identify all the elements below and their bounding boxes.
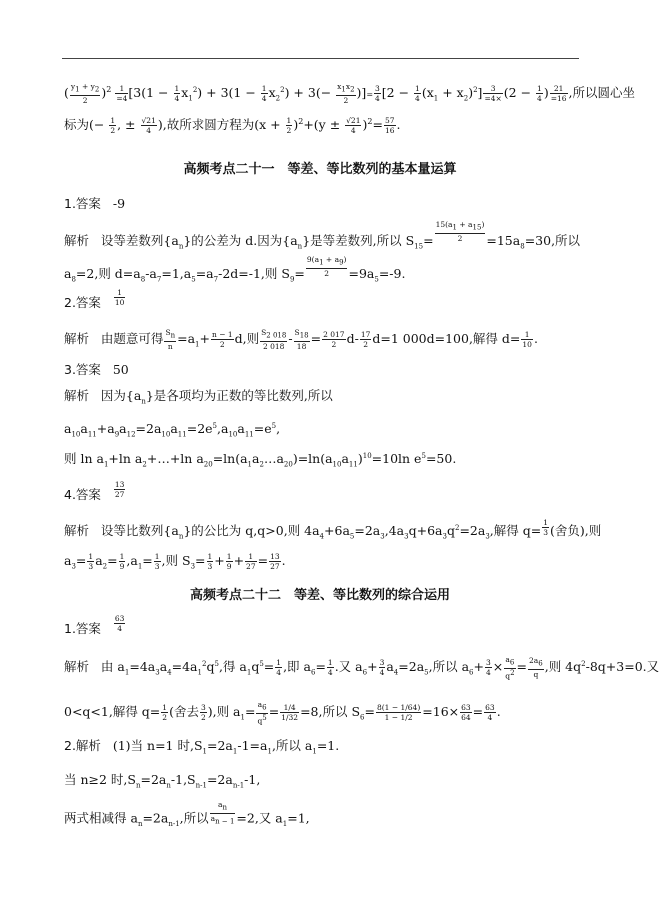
solution-4-line-1: 解析 设等比数列$\{a_n\}$的公比为 q,q>0,则 $4a_4+6a_5=2a_3,4a_3q+6a_3q^2=2a_3$,解得 q= $\frac{1}{3}$ (舍负),则 [64,518,602,541]
answer-5: 1.答案 $\frac{63}{4}$ [64,614,125,636]
solution-3-line-2: $a_{10}a_{11}+a_9a_{12}=2a_{10}a_{11}=2e^5,a_{10}a_{11}=e^5$, [64,421,281,439]
solution-6-line-3: 两式相减得 $a_n=2a_{n-1}$,所以 $\frac{a_n}{a_{n - 1}}$ =2,又 $a_1=1$, [64,800,310,828]
solution-1-line-1: 解析 设等差数列$\{a_n\}$的公差为 d.因为$\{a_n\}$是等差数列,所以 $S_{15}=$ $\frac{15(a_1 + a_{15})}{2}$ $=15a_8=30$,所以 [64,220,581,251]
solution-5-line-1: 解析 由 $a_1=4a_3a_4=4a_1^2q^5$,得 $a_1q^5=$ $\frac{1}{4}$ ,即 $a_6=$ $\frac{1}{4}$ .又 $a_6+$ $\frac{3}{4}$ $a_4=2a_5$,所以 $a_6+$ $\frac{3}{4}$ × $\frac{a_6}{q^2}$ = $\frac{2a_6}{q}$ ,则 $4q^2-8q+3=0$.又 [64,655,659,680]
solution-4-line-2: $a_3=$ $\frac{1}{3}$ $a_2=$ $\frac{1}{9}$ $,a_1=$ $\frac{1}{3}$ ,则 $S_3=$ $\frac{1}{3}$ + $\frac{1}{9}$ + $\frac{1}{27}$ = $\frac{13}{27}$ . [64,552,286,571]
solution-3-line-1: 解析 因为$\{a_n\}$是各项均为正数的等比数列,所以 [64,388,333,406]
section-title-22: 高频考点二十二 等差、等比数列的综合运用 [189,588,450,603]
top-equation-line-2: 标为(− $\frac{1}{2}$ , ± $\frac{√21}{4}$ ),故所求圆方程为(x + $\frac{1}{2}$ )$^2$+(y ± $\frac{√21}{4}$ )$^2$= $\frac{57}{16}$ . [64,116,401,136]
answer-2: 2.答案 $\frac{1}{10}$ [64,288,125,310]
answer-value: -9 [112,196,126,211]
top-equation-line-1: ( $\frac{y_1 + y_2}{2}$ )$^2$ $\frac{1}{=4}$ [3(1 − $\frac{1}{4}$ $x_1^2) + 3(1$ − $\frac{1}{4}$ $x_2^2) + 3(-$ $\frac{x_1x_2}{2}$ )]= $\frac{3}{4}$ [2 − $\frac{1}{4}$ $(x_1 + x_2)^2$] $\frac{3}{=4\times}$ (2 − $\frac{1}{4}$ ) $\frac{21}{=16}$ ,所以圆心坐 [64,82,636,105]
solution-3-line-3: 则 $\ln a_1+\ln$ $a_2+\dots+\ln$ $a_{20}=\ln(a_1a_2\dots a_{20})=\ln(a_{10}a_{11})^{10}=10\ln$ $e^5=50$. [64,451,457,469]
solution-6-line-2: 当 n≥2 时$,S_n=2a_n-1,S_{n-1}=2a_{n-1}-1$, [64,772,261,790]
solution-5-line-2: 0<q<1,解得 q= $\frac{1}{2}$ (舍去 $\frac{3}{2}$ ),则 $a_1=$ $\frac{a_6}{q^5}$ = $\frac{1/4}{1/32}$ =8,所以 $S_6=$ $\frac{8(1 - 1/64)}{1 - 1/2}$ =16× $\frac{63}{64}$ = $\frac{63}{4}$ . [64,700,501,725]
answer-4: 4.答案 $\frac{13}{27}$ [64,480,125,502]
answer-3: 3.答案 50 [64,362,129,377]
answer-label: 1.答案 [64,196,101,211]
header-rule [62,58,579,59]
solution-1-line-2: $a_8=2$,则 $d=a_8-a_7=1,a_5=a_7-2d=-1$,则 $S_9=$ $\frac{9(a_1 + a_9)}{2}$ $=9a_5=-9$. [64,255,406,284]
section-title-21: 高频考点二十一 等差、等比数列的基本量运算 [183,162,457,177]
solution-2: 解析 由题意可得 $\frac{S_n}{n}$ $=a_1+$ $\frac{n - 1}{2}$ d,则 $\frac{S_{2 018}}{2 018}$ - $\frac{S_{18}}{18}$ = $\frac{2 017}{2}$ d- $\frac{17}{2}$ d=1 000d=100,解得 d= $\frac{1}{10}$ . [64,328,538,351]
answer-1 [64,196,125,212]
solution-6-line-1: 2.解析 (1)当 n=1 时$,S_1=2a_1-1=a_1$,所以 $a_1=1$. [64,738,340,756]
